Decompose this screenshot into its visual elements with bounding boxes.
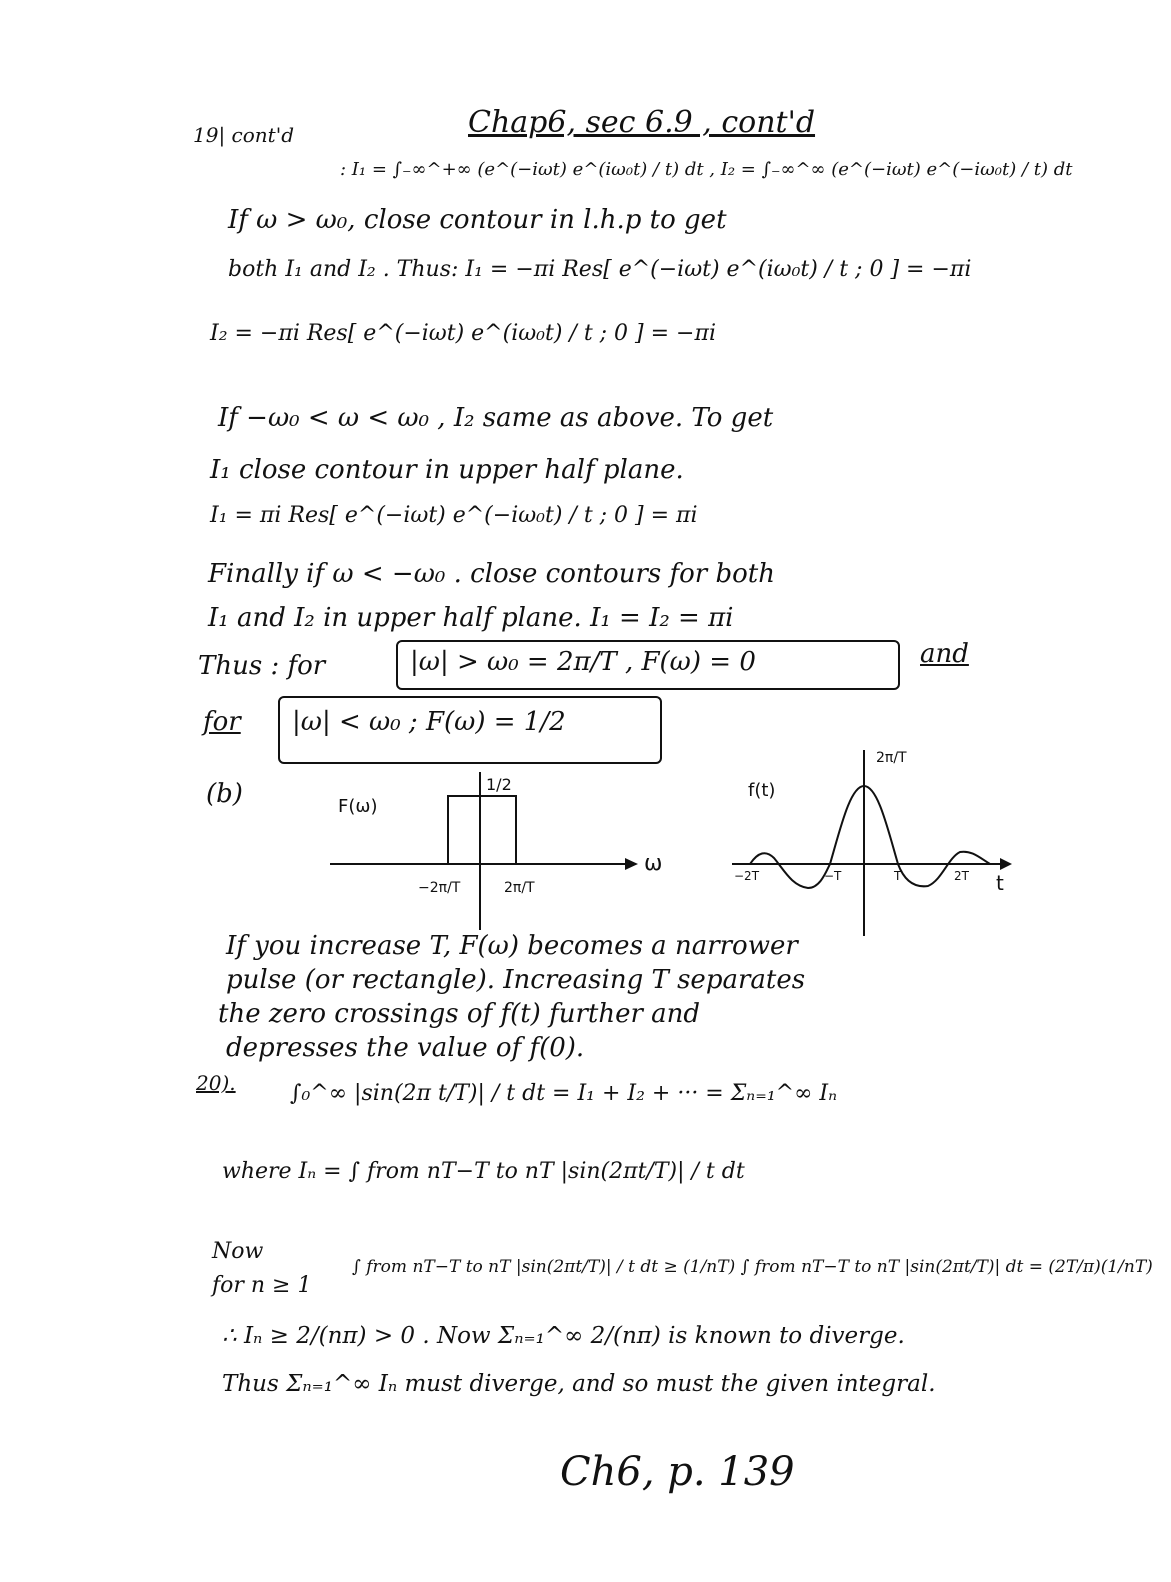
F-omega-tick-left: −2π/T: [418, 880, 461, 896]
case-omega-between: If −ω₀ < ω < ω₀ , I₂ same as above. To get: [218, 403, 774, 433]
paragraph-line-3: the zero crossings of f(t) further and: [218, 999, 701, 1029]
result-outside-band: |ω| > ω₀ = 2π/T , F(ω) = 0: [410, 647, 756, 677]
for-label: for: [203, 707, 241, 737]
residue-I1-upper: I₁ = πi Res[ e^(−iωt) e^(−iω₀t) / t ; 0 ] = πi: [210, 503, 698, 528]
now-label: Now: [212, 1239, 264, 1264]
upper-half-plane-note: I₁ close contour in upper half plane.: [210, 455, 684, 485]
F-omega-x-arrowhead: [625, 858, 638, 870]
lower-bound-expression: ∫ from nT−T to nT |sin(2πt/T)| / t dt ≥ (1/nT) ∫ from nT−T to nT |sin(2πt/T)| dt = (2T/π)(1/nT): [352, 1257, 1153, 1277]
graph-f-t: [728, 740, 1018, 940]
F-omega-xlabel: ω: [644, 851, 663, 876]
f-t-xlabel: t: [996, 871, 1004, 895]
residue-I2-line: I₂ = −πi Res[ e^(−iωt) e^(iω₀t) / t ; 0 ] = −πi: [210, 321, 716, 346]
part-b-label: (b): [206, 779, 243, 809]
F-omega-rectangle: [448, 796, 516, 864]
f-t-peak-label: 2π/T: [876, 750, 907, 766]
problem-20-marker: 20).: [196, 1071, 236, 1095]
page-title: Chap6, sec 6.9 , cont'd: [468, 105, 816, 140]
page-number-footer: Ch6, p. 139: [560, 1449, 795, 1495]
for-n-label: for n ≥ 1: [212, 1273, 312, 1298]
both-upper-half: I₁ and I₂ in upper half plane. I₁ = I₂ = πi: [208, 603, 734, 633]
case-finally: Finally if ω < −ω₀ . close contours for both: [208, 559, 775, 589]
paragraph-line-2: pulse (or rectangle). Increasing T separates: [226, 965, 806, 995]
f-t-tick-T: T: [894, 869, 902, 883]
F-omega-ylabel: F(ω): [338, 796, 378, 817]
thus-for-label: Thus : for: [198, 651, 326, 681]
where-In-definition: where Iₙ = ∫ from nT−T to nT |sin(2πt/T)| / t dt: [222, 1159, 745, 1184]
f-t-tick-minus-2T: −2T: [734, 869, 760, 883]
F-omega-tick-right: 2π/T: [504, 880, 535, 896]
graph-F-omega: [320, 760, 680, 940]
problem-marker: 19| cont'd: [193, 123, 295, 147]
paragraph-line-4: depresses the value of f(0).: [226, 1033, 585, 1063]
residue-I1-line: both I₁ and I₂ . Thus: I₁ = −πi Res[ e^(−iωt) e^(iω₀t) / t ; 0 ] = −πi: [228, 257, 972, 282]
conclusion-line-1: ∴ Iₙ ≥ 2/(nπ) > 0 . Now Σₙ₌₁^∞ 2/(nπ) is known to diverge.: [222, 1323, 905, 1349]
f-t-ylabel: f(t): [748, 780, 776, 801]
paragraph-line-1: If you increase T, F(ω) becomes a narrower: [226, 931, 798, 961]
f-t-tick-minus-T: −T: [824, 869, 842, 883]
f-t-tick-2T: 2T: [954, 869, 969, 883]
f-t-x-arrowhead: [1000, 858, 1012, 870]
conclusion-line-2: Thus Σₙ₌₁^∞ Iₙ must diverge, and so must the given integral.: [222, 1371, 936, 1397]
and-label: and: [920, 639, 969, 669]
case-omega-greater: If ω > ω₀, close contour in l.h.p to get: [228, 205, 727, 235]
F-omega-peak-label: 1/2: [486, 775, 512, 794]
integral-definitions: : I₁ = ∫₋∞^+∞ (e^(−iωt) e^(iω₀t) / t) dt , I₂ = ∫₋∞^∞ (e^(−iωt) e^(−iω₀t) / t) dt: [340, 159, 1073, 180]
result-inside-band: |ω| < ω₀ ; F(ω) = 1/2: [292, 707, 566, 737]
problem-20-integral: ∫₀^∞ |sin(2π t/T)| / t dt = I₁ + I₂ + ··· = Σₙ₌₁^∞ Iₙ: [290, 1081, 837, 1106]
